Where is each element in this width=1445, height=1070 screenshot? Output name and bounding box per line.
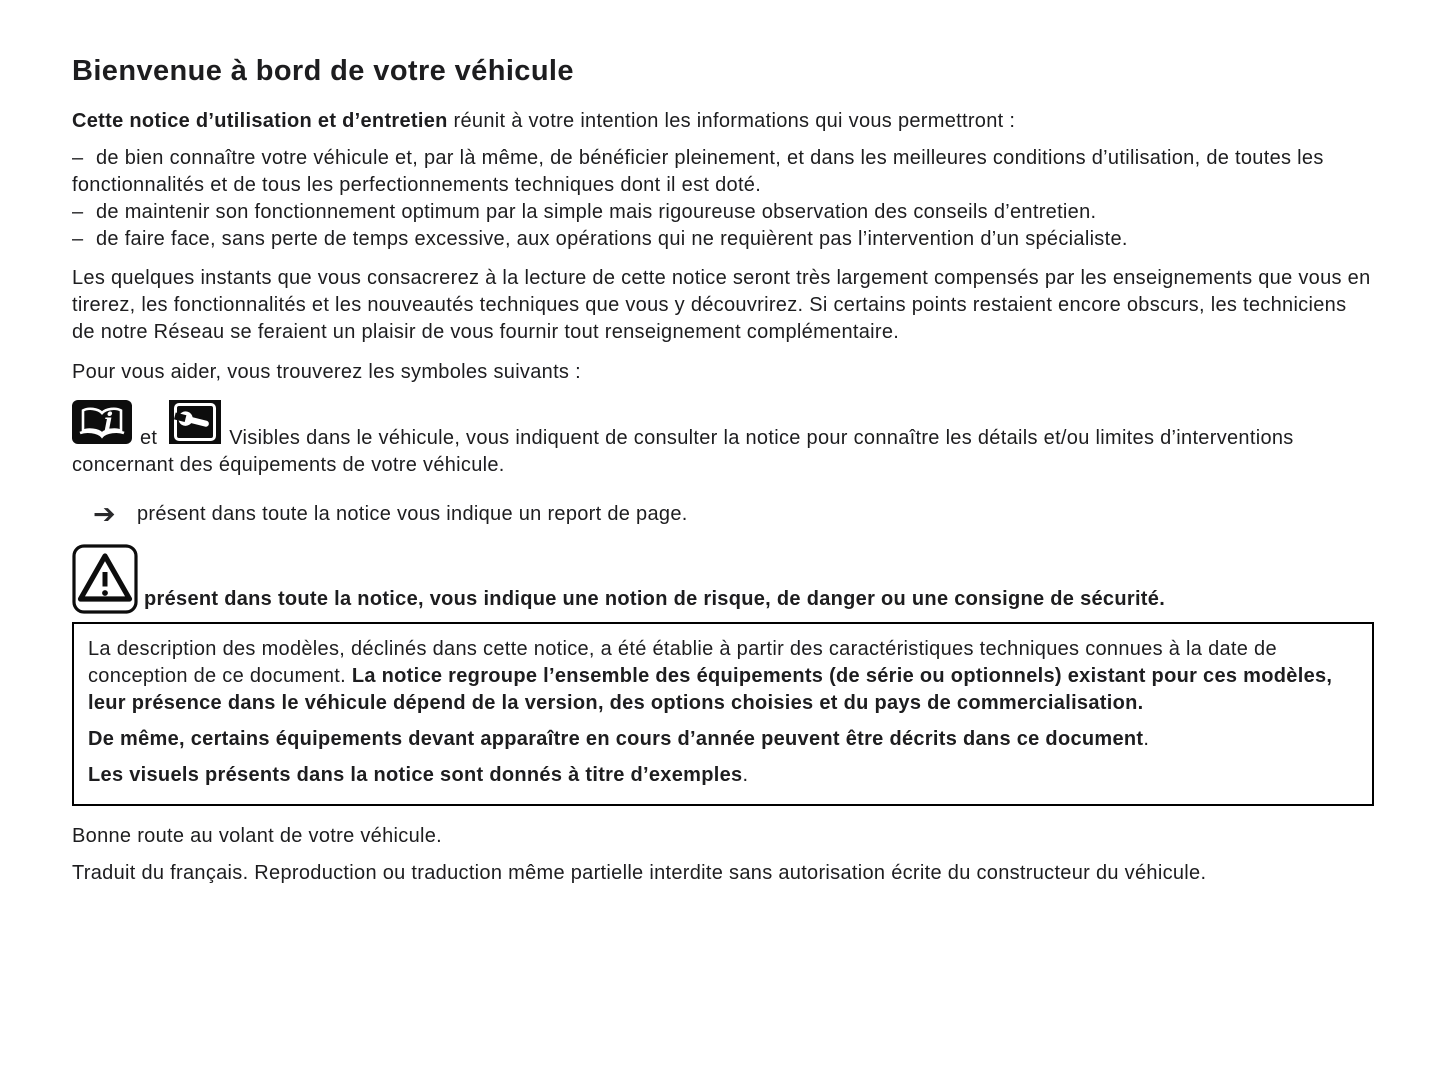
bullet-dash: –	[72, 228, 84, 250]
svg-text:i: i	[104, 407, 114, 436]
list-item	[72, 199, 1374, 226]
symbols-connector: et	[140, 427, 158, 449]
bullet-list	[72, 145, 1374, 253]
bullet-text: de faire face, sans perte de temps excessive, aux opérations qui ne requièrent pas l’intervention d’un spécialiste.	[96, 228, 1128, 250]
notice-p1-bold: La notice regroupe l’ensemble des équipements (de série ou optionnels) existant pour ces modèles, leur présence dans le véhicule dépend de la version, des options choisies et du pays de commercialisation.	[88, 665, 1333, 714]
notice-p3-bold: Les visuels présents dans la notice sont donnés à titre d’exemples	[88, 764, 743, 786]
page-title: Bienvenue à bord de votre véhicule	[72, 55, 574, 87]
notice-box-paragraph-1	[88, 636, 1356, 717]
notice-p2-bold: De même, certains équipements devant apparaître en cours d’année peuvent être décrits dans ce document	[88, 728, 1144, 750]
legal-line: Traduit du français. Reproduction ou traduction même partielle interdite sans autorisation écrite du constructeur du véhicule.	[72, 862, 1207, 884]
notice-box-paragraph-2	[88, 726, 1356, 753]
owner-manual-info-icon	[72, 400, 132, 444]
list-item	[72, 145, 1374, 199]
page-reference-text: présent dans toute la notice vous indique un report de page.	[137, 503, 688, 525]
list-item	[72, 226, 1374, 253]
reading-paragraph: Les quelques instants que vous consacrerez à la lecture de cette notice seront très largement compensés par les enseignements que vous en tirerez, les fonctionnalités et les nouveautés techniques que vous y découvrirez. Si certains points restaient encore obscurs, les techniciens de notre Réseau se feraient un plaisir de vous fournir tout renseignement complémentaire.	[72, 267, 1371, 343]
notice-p2-regular: .	[1143, 728, 1150, 750]
notice-p1-regular: La description des modèles, déclinés dans cette notice, a été établie à partir des caractéristiques techniques connues à la date de conception de ce document.	[88, 638, 1277, 687]
bullet-text: de maintenir son fonctionnement optimum par la simple mais rigoureuse observation des conseils d’entretien.	[96, 201, 1097, 223]
closing-line: Bonne route au volant de votre véhicule.	[72, 825, 443, 847]
page-reference-arrow-icon: ➔	[93, 499, 116, 529]
symbols-manual-wrench-row	[72, 400, 1374, 479]
warning-text: présent dans toute la notice, vous indique une notion de risque, de danger ou une consigne de sécurité.	[144, 588, 1166, 610]
wrench-icon	[169, 400, 221, 444]
intro-regular: réunit à votre intention les informations qui vous permettront :	[447, 110, 1016, 132]
symbols-manual-wrench-text: Visibles dans le véhicule, vous indiquent de consulter la notice pour connaître les détails et/ou limites d’interventions concernant des équipements de votre véhicule.	[72, 427, 1294, 476]
warning-triangle-icon	[72, 544, 138, 614]
intro-paragraph	[72, 108, 1374, 135]
warning-row	[72, 544, 1374, 614]
symbols-intro: Pour vous aider, vous trouverez les symboles suivants :	[72, 361, 581, 383]
intro-bold-lead: Cette notice d’utilisation et d’entretien	[72, 110, 448, 132]
bullet-text: de bien connaître votre véhicule et, par là même, de bénéficier pleinement, et dans les meilleures conditions d’utilisation, de toutes les fonctionnalités et de tous les perfectionnements techniques dont il est doté.	[72, 147, 1324, 196]
notice-box	[72, 622, 1374, 806]
bullet-dash: –	[72, 201, 84, 223]
notice-p3-regular: .	[742, 764, 749, 786]
page-reference-row	[72, 501, 1374, 528]
notice-box-paragraph-3	[88, 762, 1356, 789]
bullet-dash: –	[72, 147, 84, 169]
